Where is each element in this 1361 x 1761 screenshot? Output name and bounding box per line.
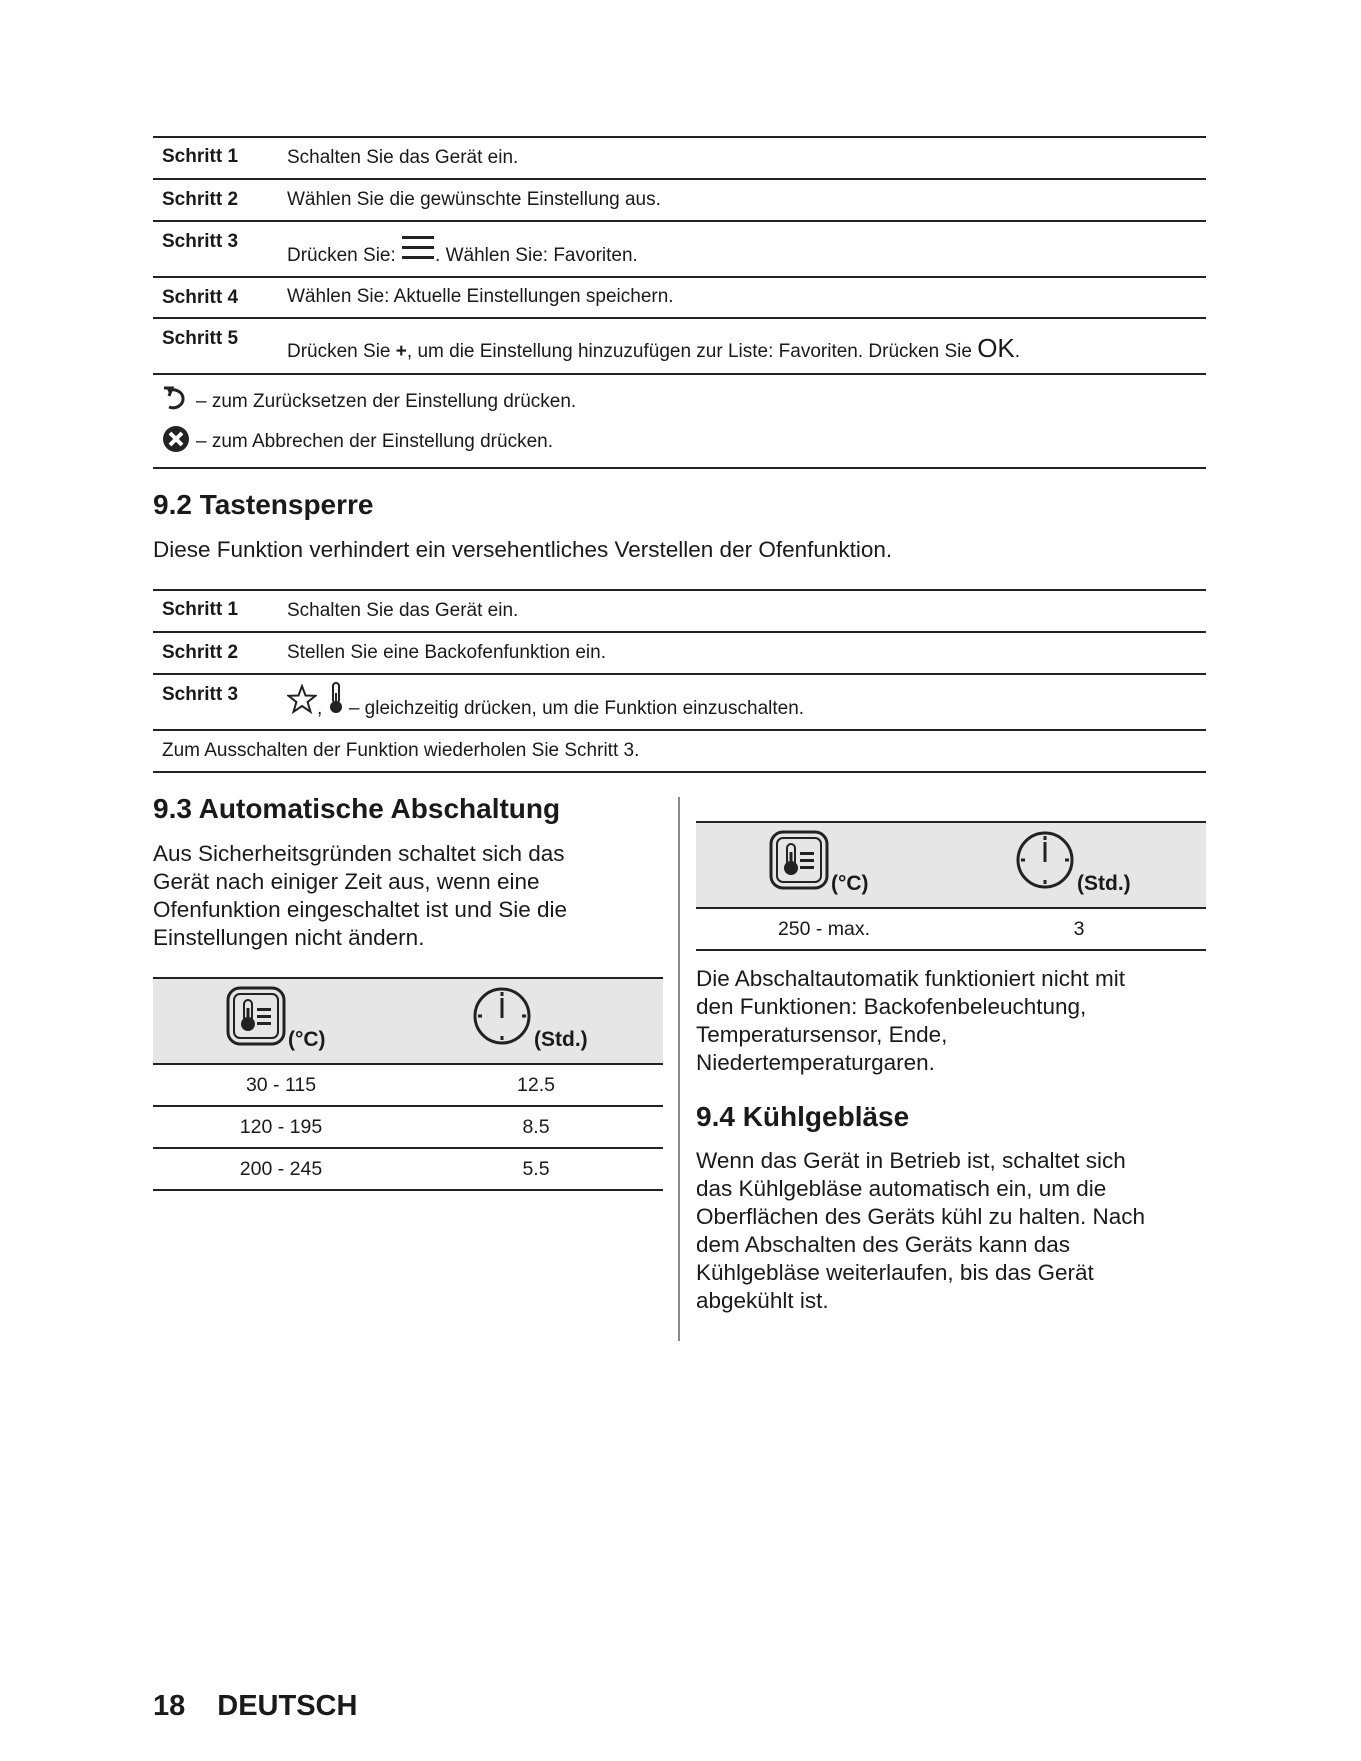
steps-table-favorites (153, 137, 1206, 469)
separator: , (317, 698, 323, 719)
table-row (153, 222, 1206, 278)
section-paragraph-9-3 (153, 840, 673, 952)
paragraph-line: Gerät nach einiger Zeit aus, wenn eine (153, 869, 540, 894)
note-text: – zum Abbrechen der Einstellung drücken. (196, 431, 553, 452)
step-text-part: Drücken Sie: (287, 245, 402, 266)
paragraph-line: Temperatursensor, Ende, (696, 1022, 948, 1047)
step-text (287, 333, 1020, 364)
step-text: Wählen Sie die gewünschte Einstellung aus. (287, 189, 661, 210)
table-row (153, 633, 1206, 675)
clock-icon (1015, 830, 1075, 890)
step-text: Stellen Sie eine Backofenfunktion ein. (287, 642, 606, 663)
paragraph-line: dem Abschalten des Geräts kann das (696, 1232, 1070, 1257)
temperature-range: 30 - 115 (245, 1074, 317, 1096)
paragraph-line: Kühlgebläse weiterlaufen, bis das Gerät (696, 1260, 1094, 1285)
table-header (153, 977, 663, 1065)
paragraph-line: das Kühlgebläse automatisch ein, um die (696, 1176, 1107, 1201)
page-number: 18 (153, 1690, 186, 1722)
section-paragraph-9-4 (696, 1147, 1206, 1315)
ok-key-label: OK (977, 333, 1015, 363)
section-title-9-2: 9.2 Tastensperre (153, 489, 374, 520)
clock-icon (472, 986, 532, 1046)
header-duration (1015, 830, 1131, 895)
column-divider (678, 797, 680, 1341)
thermometer-icon (328, 682, 344, 714)
step-text-part: Drücken Sie (287, 341, 396, 362)
step-text: Schalten Sie das Gerät ein. (287, 600, 519, 621)
section-title-9-4: 9.4 Kühlgebläse (696, 1101, 910, 1132)
unit-celsius: (°C) (288, 1028, 326, 1051)
table-row (153, 180, 1206, 222)
paragraph-line: Einstellungen nicht ändern. (153, 925, 425, 950)
table-row (153, 731, 1206, 773)
exceptions-paragraph (696, 965, 1206, 1077)
star-icon (287, 684, 317, 714)
cancel-circle-icon (162, 425, 190, 453)
temperature-icon (769, 830, 829, 890)
step-label: Schritt 2 (162, 189, 239, 210)
table-row (153, 319, 1206, 375)
table-row (153, 1107, 663, 1149)
plus-key-label: + (395, 341, 407, 362)
note-reset (162, 385, 576, 413)
step-text: Wählen Sie: Aktuelle Einstellungen speichern. (287, 286, 674, 307)
step-label: Schritt 3 (162, 684, 239, 705)
unit-hours: (Std.) (1077, 872, 1131, 895)
step-text (287, 233, 638, 267)
shutdown-table-left (153, 977, 663, 1191)
note-text: – zum Zurücksetzen der Einstellung drücken. (196, 391, 577, 412)
temperature-range: 120 - 195 (239, 1116, 323, 1138)
footer-language: DEUTSCH (217, 1690, 358, 1722)
paragraph-line: Oberflächen des Geräts kühl zu halten. Nach (696, 1204, 1146, 1229)
step-text-part: , um die Einstellung hinzuzufügen zur Liste: Favoriten. Drücken Sie (406, 341, 978, 362)
shutdown-hours: 3 (1073, 918, 1085, 940)
header-temperature (769, 830, 869, 895)
page-footer (153, 1690, 357, 1723)
step-text: Schalten Sie das Gerät ein. (287, 147, 519, 168)
shutdown-hours: 8.5 (522, 1116, 550, 1138)
menu-icon (401, 233, 435, 261)
temperature-range: 200 - 245 (239, 1158, 323, 1180)
step-text-part: . (1014, 341, 1021, 362)
undo-icon (162, 385, 190, 413)
section-title-9-3: 9.3 Automatische Abschaltung (153, 793, 561, 824)
paragraph-line: Niedertemperaturgaren. (696, 1050, 935, 1075)
step-label: Schritt 5 (162, 328, 239, 349)
temperature-icon (226, 986, 286, 1046)
header-temperature (226, 986, 326, 1051)
shutdown-table-right (696, 821, 1206, 951)
paragraph-line: Ofenfunktion eingeschaltet ist und Sie die (153, 897, 568, 922)
step-label: Schritt 1 (162, 599, 239, 620)
step-label: Schritt 3 (162, 231, 239, 252)
table-row (153, 1065, 663, 1107)
shutdown-hours: 12.5 (517, 1074, 555, 1096)
step-text-part: – gleichzeitig drücken, um die Funktion einzuschalten. (343, 698, 805, 719)
footer-note: Zum Ausschalten der Funktion wiederholen Sie Schritt 3. (162, 740, 640, 761)
step-label: Schritt 4 (162, 287, 239, 308)
shutdown-hours: 5.5 (522, 1158, 550, 1180)
table-header (696, 821, 1206, 909)
temperature-range: 250 - max. (777, 918, 871, 940)
section-intro-9-2: Diese Funktion verhindert ein versehentliches Verstellen der Ofenfunktion. (153, 537, 893, 562)
paragraph-line: abgekühlt ist. (696, 1288, 829, 1313)
step-label: Schritt 1 (162, 146, 239, 167)
unit-celsius: (°C) (831, 872, 869, 895)
paragraph-line: den Funktionen: Backofenbeleuchtung, (696, 994, 1087, 1019)
steps-table-key-lock (153, 590, 1206, 773)
table-row (696, 909, 1206, 951)
paragraph-line: Die Abschaltautomatik funktioniert nicht mit (696, 966, 1125, 991)
step-text (287, 682, 804, 720)
notes-row (153, 375, 1206, 469)
unit-hours: (Std.) (534, 1028, 588, 1051)
table-row (153, 137, 1206, 180)
table-row (153, 590, 1206, 633)
table-row (153, 675, 1206, 731)
table-row (153, 1149, 663, 1191)
paragraph-line: Aus Sicherheitsgründen schaltet sich das (153, 841, 565, 866)
paragraph-line: Wenn das Gerät in Betrieb ist, schaltet sich (696, 1148, 1126, 1173)
header-duration (472, 986, 588, 1051)
note-cancel (162, 425, 553, 453)
table-row (153, 278, 1206, 319)
step-label: Schritt 2 (162, 642, 239, 663)
step-text-part: . Wählen Sie: Favoriten. (435, 245, 638, 266)
